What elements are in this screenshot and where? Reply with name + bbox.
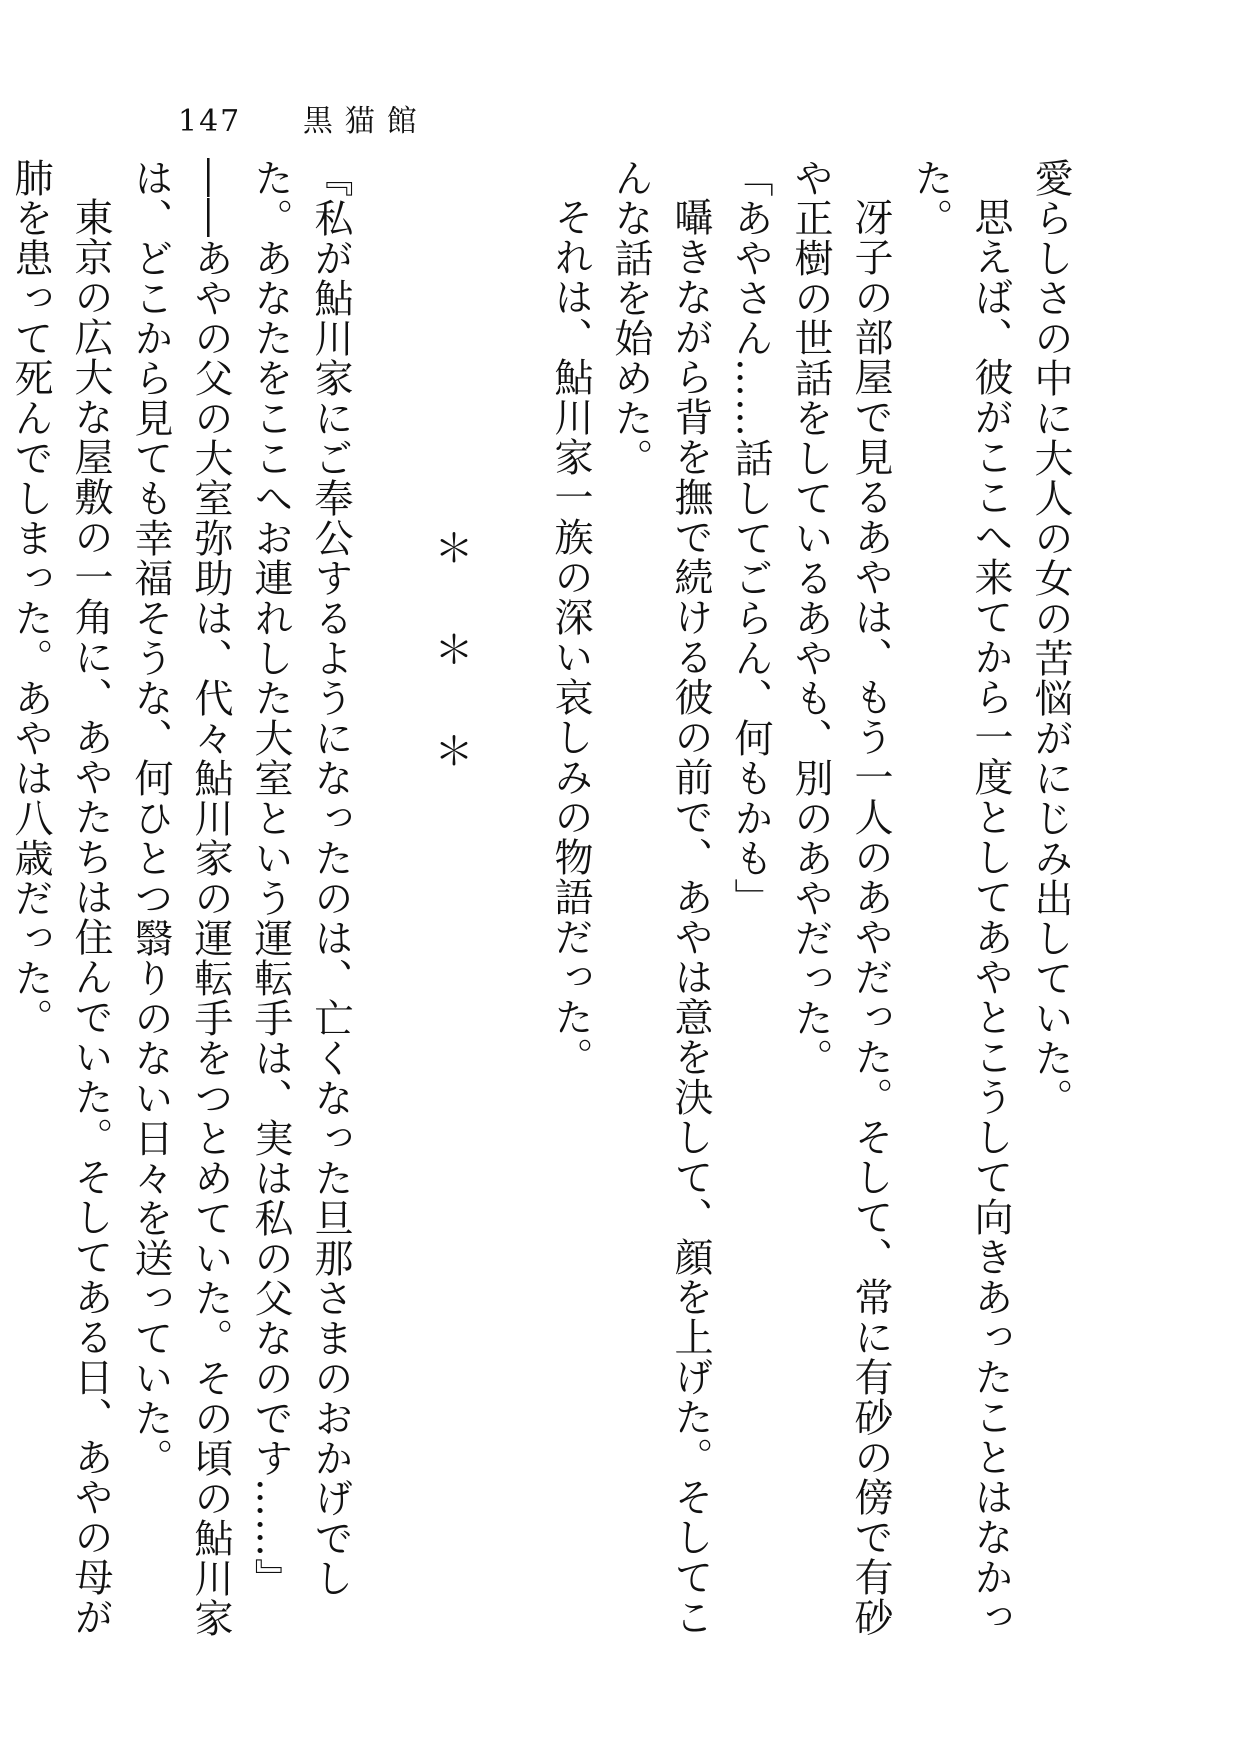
paragraph: 愛らしさの中に大人の女の苦悩がにじみ出していた。: [1028, 158, 1073, 1118]
blank-line: [480, 158, 540, 1658]
paragraph: 思えば、彼がここへ来てから一度としてあやとこうして向きあったことはなかった。: [908, 158, 1013, 1637]
page-number: 147: [178, 104, 242, 139]
paragraph: 東京の広大な屋敷の一角に、あやたちは住んでいた。そしてある日、あやの母が肺を患って死んでしまった。あやは八歳だった。: [8, 158, 113, 1637]
running-title: 黒猫館: [302, 104, 429, 139]
dialogue-line: 『私が鮎川家にご奉公するようになったのは、亡くなった旦那さまのおかげでした。あなたをここへお連れした大室という運転手は、実は私の父なのです……』: [248, 158, 353, 1598]
paragraph: 冴子の部屋で見るあやは、もう一人のあやだった。そして、常に有砂の傍で有砂や正樹の世話をしているあやも、別のあやだった。: [788, 158, 893, 1637]
blank-line: [360, 158, 420, 1658]
paragraph: ――あやの父の大室弥助は、代々鮎川家の運転手をつとめていた。その頃の鮎川家は、どこから見ても幸福そうな、何ひとつ翳りのない日々を送っていた。: [128, 158, 233, 1638]
dialogue-line: 「あやさん……話してごらん、何もかも」: [728, 158, 773, 918]
section-separator: ＊＊＊: [428, 528, 473, 833]
paragraph: 囁きながら背を撫で続ける彼の前で、あやは意を決して、顔を上げた。そしてこんな話を始めた。: [608, 158, 713, 1637]
vertical-text-body: [0, 158, 1080, 1658]
page-header: [178, 96, 429, 140]
paragraph: それは、鮎川家一族の深い哀しみの物語だった。: [548, 197, 593, 1077]
